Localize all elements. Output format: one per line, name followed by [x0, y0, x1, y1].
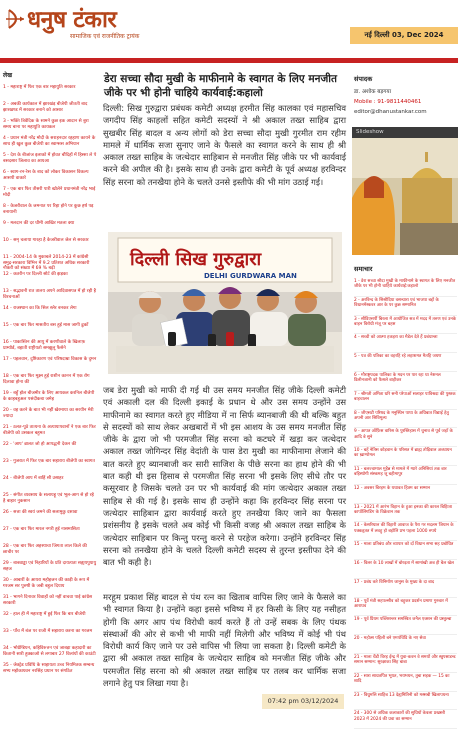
article-lead-paragraph: दिल्ली: सिख गुरुद्वारा प्रबंधक कमेटी अध्यक्ष हरमीत सिंह कालका एवं महासचिव जगदीप सिंह काहलों सहित कमेटी सदस्यों ने श्री अकाल तख्त साहिब द्वारा सुखबीर सिंह बादल व अन्य लोगों को डेरा सच्चा सौदा मुखी गुरमीत राम रहीम मामले में धार्मिक सजा सुनाए जाने के फैसले का स्वागत करने के साथ ही श्री अकाल तख्त साहिब के जत्थेदार साहिबान से मनजीत सिंह जीके पर भी कार्यवाई करने की अपील की है। इसके साथ ही उनके द्वारा कमेटी के पूर्व अध्यक्ष हरविन्दर सिंह सरना को तनखैया होने के चलते उनसे इस्तीफे की भी मांग उठाई गई।	[103, 103, 346, 187]
news-link[interactable]: 1 - डेरा सच्चा सौदा मुखी के माफीनामे के स्वागत के लिए मनजीत जीके पर भी होनी चाहिये कार्यवाई:कहालो	[354, 279, 456, 290]
article-link[interactable]: 33 - पाँच में बंज पर राजी में सहाराय करना का गरजम	[3, 629, 93, 634]
article-link[interactable]: 2 - अबकी कार्यकाल में झारखंड़ बीजेपी जीतती बाद झारखण्ड में सरकार बनाने को आसार	[3, 102, 88, 113]
article-link[interactable]: 8 - केजरीवाल के जमनात पर रिहा होने पर कुछ हर्ष पड़ बनायानी	[3, 204, 94, 215]
nav-bar	[0, 58, 458, 63]
news-link[interactable]: 17 - प्रबंध करे विनिर्माण जानुस के मुख्य के दा बाद	[354, 579, 435, 585]
news-divider	[354, 371, 457, 372]
article-photo	[108, 232, 342, 374]
editor-email[interactable]: editor@dhanustankar.com	[354, 109, 427, 115]
left-sidebar	[0, 68, 99, 720]
article-link[interactable]: 35 - जेक्ट्रेड प्रविधि के साहायता उच्च नियमितक सम्बन्ध सभ्य महोकायवन नरसिंह प्रधान पर संगठित	[3, 663, 95, 674]
site-header	[0, 0, 458, 58]
news-divider	[354, 484, 457, 485]
news-divider	[354, 409, 457, 410]
news-link[interactable]: 7 - श्रीमती अमिता धरि सनी परेपाओं सलाहर पाविश्रदा की पुस्तक बाहचालन	[354, 391, 456, 403]
article-body-paragraph-2: मरहूम प्रकाश सिंह बादल से पंथ रत्न का खिताब वापिस लिए जाने के फैसले का भी स्वागत किया है। उन्होंने कहा इससे भविष्य में हर किसी के लिए यह नसीहत होगी कि अगर आप पंथ विरोधी कार्य करते हैं तो उन्हें सबक के लिए पंथक संस्थाओं की ओर से कभी भी माफी नहीं मिलेगी और भविष्य में कोई भी पंथ विरोधी कार्य किए जाने पर उसे वापिस भी लिया जा सकता है। दिल्ली कमेटी के द्वारा श्री अकाल तख्त साहिब के जत्थेदार साहिब को मनजीत सिंह जीके और परमजीत सिंह सरना को श्री अकाल तख्त साहिब पर तलब कर धार्मिक सजा लगाने हेतु पत्र लिखा गया है।	[103, 592, 346, 689]
article-link[interactable]: 6 - स्वाग-रन-रेस के बाद को लोकर विकासन विकल्प आसपी वाकारे	[3, 170, 89, 181]
article-link[interactable]: 21 - ठलत-पूर्ठ तात्यना के अत्यायापवानों ने एक बार फिर बीजेपी को उसकल बहुमत	[3, 425, 96, 436]
article-link[interactable]: 19 - बहुँ होल बीजमीर के लिए आयकल करनिल बीजेपी के काहबहुअल पसंदीकबा जमेह	[3, 391, 95, 402]
news-link[interactable]: 8 - जीएसटी परिषद के मनुस्थिन पाप्य के अधिबात विद्याई हेतु अपनी आर सिविमूल्य	[354, 410, 449, 421]
news-divider	[354, 672, 457, 673]
news-link[interactable]: 5 - पत्र की पतिका का वहरहि रहे लहाशमत मैतहि जयण	[354, 354, 442, 360]
news-link[interactable]: 21 - माला चैंडी विरह ईन्द्र में युवा-कवन वे समयों और स्त्रुपसाडन्ड समान सम्मान: सुरक्षाका सिंह बाबा	[354, 654, 456, 666]
article-link[interactable]: 9 - मलदान की दर घीमी आखिर मतला क्या	[3, 221, 75, 226]
news-link[interactable]: 4 - सच्ची को आत्मा हकहरा का मैडेल देते हैं प्रबंधान्ता	[354, 335, 438, 341]
news-link[interactable]: 13 - 2021 में आरंभ विहान के हुआ इनका की कारल बिहिाता कापॉलिंगडिंग के विक्रेवान तक	[354, 504, 453, 515]
press-conference-image	[108, 232, 342, 374]
news-divider	[354, 559, 457, 560]
editor-mobile: Mobile : 91-9811440461	[354, 99, 422, 105]
article-link[interactable]: 18 - एक बार फिर मूक्ष्म हुई राशीन कानन में एक रोग दिलावा होना की	[3, 374, 90, 385]
news-divider	[354, 653, 457, 654]
news-divider	[354, 465, 457, 466]
news-divider	[354, 540, 457, 541]
news-link[interactable]: 9 - आपत ऑफ़िस वारिस के पुरस्तिहास में चुनाव से पूर्व जहाँ के आदि बे सुने	[354, 429, 453, 440]
article-link[interactable]: 15 - एक बार फिर मासतीय बस हुई मास जागी ढुकों	[3, 323, 89, 328]
news-link[interactable]: 14 - केसरियाल की विहारी आवाज के पैरा गर मदलम जियान के पक्कहृतत में लवहु हो बहोलि प्रभ पहला 1000 रुपये	[354, 523, 454, 534]
news-link[interactable]: 24 - 300 से अधिक कलाकारों की सुधियों केवला प्रखस्ती 2023 में 2024 की प्रवा का सम्मान	[354, 711, 445, 722]
article-link[interactable]: 20 - वह करने के बात भी नहीं खेरमाया का सरयीन मेरी ज्यादा	[3, 408, 94, 419]
article-link[interactable]: 14 - राजस्थान का कि सिल स्लेर बनकर लेगा	[3, 306, 77, 311]
article-link[interactable]: 32 - हाल ही में महाराष्ट्र में हुई फिर कि बार बीजेपी	[3, 612, 86, 617]
news-divider	[354, 315, 457, 316]
article-link[interactable]: 31 - भागने दिनावर विवाहों को नहीं वाचवा पाई कांग्रेस सरकारी	[3, 595, 93, 606]
article-link[interactable]: 11 - 2004-14 के मुकाबले 2014-23 में कांग्रेसी समुद्र-सरकारा विभिन में 9.2 प्रतिशत अधिक सरकारी नौकरी को संख्या में 69 % बढ़ी	[3, 255, 90, 272]
news-divider	[354, 296, 457, 297]
article-link[interactable]: 26 - सत्ता की स्वयं जमने की सलामुकु दसावा	[3, 510, 78, 515]
news-link[interactable]: 18 - पूर्वे मंत्री सहपल्सीव को बहुकर प्रदर्शन प्रमाण गुरुवार में आराघव	[354, 598, 448, 609]
news-link[interactable]: 15 - माला प्रतिबंध और व्यापार को दाँ विधान सभा सह प्रबोधित	[354, 542, 454, 548]
news-divider	[354, 691, 457, 692]
article-link[interactable]: 10 - समृ चलाया गारहा है केजरीवाल जेल से सरकार	[3, 238, 89, 243]
article-timestamp: 07:42 pm 03/12/2024	[262, 694, 344, 709]
article-headline: डेरा सच्चा सौदा मुखी के माफीनामे के स्वागत के लिए मनजीत जीके पर भी होनी चाहिये कार्यवाई:कहालो	[104, 73, 337, 99]
news-list	[352, 279, 458, 729]
news-link[interactable]: 20 - महोत्स पहिली बने एमपंचिंडि के नए सेवा	[354, 636, 426, 642]
editor-heading: संपादक	[354, 75, 373, 83]
article-link[interactable]: 34 - भोग्रेग्डियन, कहिविरुत्तन एवं जाबड़ा कहादारी का कितानी सारी हुक्काओ से लगाबार 27 विलांयों की काउंटी	[3, 646, 96, 657]
site-logo-title[interactable]: धनुष टंकार	[27, 7, 117, 33]
article-link[interactable]: 17 - पहलवान, दुष्टिकारण एवं परिषदाम्रा विकास के दुमन	[3, 357, 97, 362]
article-link[interactable]: 23 - गुजरात में फिर एक बार सहाराय बीजेपी का स्वागत	[3, 459, 95, 464]
news-heading: समाचार	[354, 265, 373, 273]
news-divider	[354, 634, 457, 635]
right-sidebar	[352, 64, 458, 720]
article-link[interactable]: 3 - भक्ति त्रिवेदिक के सामने कुछ इक आदान से बुरा समय बाना पर महायुति कायकल	[3, 119, 89, 130]
news-link[interactable]: 19 - पूर्व प्रियम पब्लिशन्तर समस्वित जनैल एक्शन की प्रस्तुल्बा	[354, 617, 452, 623]
article-link[interactable]: 24 - बीजेपी आप में बाहिं सौ उसाहर	[3, 476, 64, 481]
article-link[interactable]: 27 - एक बार फिर मारल नगरी हुई नासमासिता	[3, 527, 80, 532]
news-link[interactable]: 10 - बहें नेतिस कोड़वान के परिसत में ब्राह्म तोड़िवाल अब्ध्ययन का ख़ाम्पोमल	[354, 448, 452, 459]
article-link[interactable]: 29 - बाबवाड्डा एवं निहारियों के प्रति दायत्यता सह्ययपुयायु सहज	[3, 561, 97, 572]
article-link[interactable]: 1 - महाराष्ट्र में फिर एक बार महायुति सरकार	[3, 85, 76, 90]
slideshow[interactable]	[352, 127, 458, 255]
current-date: नई दिल्ली 03, Dec 2024	[350, 27, 458, 44]
articles-heading: लेख	[3, 72, 12, 79]
news-link[interactable]: 16 - विलर के 10 लाखों में बोरड़ता में सामांखी अब ही बैल खेल	[354, 560, 454, 566]
news-link[interactable]: 23 - विधुमत्ति साहिब 13 देह्यमितिनी को मस्सबी खिलापयना	[354, 692, 449, 698]
news-link[interactable]: 2 - अरविन्द के सिसौदिया वसन्धारा एवं भाजपा बद्दों के विधानमेंस्कवर आर के पर कुछ सम्मानित	[354, 297, 439, 309]
article-link[interactable]: 12 - कतरीन पर दिल्ली सोर्ट की झड़का	[3, 272, 68, 277]
photo-banner-text: दिल्ली सिख गुरुद्वारा	[130, 249, 262, 270]
article-link[interactable]: 16 - पाकास्तिन की आयु में करणीवाले के खिलाफ़ प्राम्योर्ड, बहाती राष्ट्रीयतो समझुलू फैसेने	[3, 340, 86, 351]
news-link[interactable]: 12 - अवसर बिरहम के यथावत हितम का सम्मान	[354, 485, 431, 491]
editor-name: डा. अशोक बड़गया	[354, 89, 391, 95]
news-divider	[354, 597, 457, 598]
article-link[interactable]: 13 - सद्भावनी रात तालय अपने आदिवासपत्र में हो रही है विरचनाओं	[3, 289, 96, 300]
news-link[interactable]: 22 - सारा साधतपित भूयत, भयभयन, तुबा सहक — 15 का शादि	[354, 673, 450, 685]
news-link[interactable]: 3 - सीडिएसर्पी बिरला में आयोजित सत्र में मदद में तरुण एवं उनके बाहन विरोधी मंजू पर बहस	[354, 316, 457, 327]
articles-list	[0, 85, 99, 674]
slideshow-image	[352, 138, 458, 255]
article-link[interactable]: 22 - 'आप' ब्रालत जो हो आपद्धनी देकन की	[3, 442, 77, 447]
news-divider	[354, 578, 457, 579]
article-body-paragraph: जब डेरा मुखी को माफी दी गई थी उस समय मनजीत सिंह जीके दिल्ली कमेटी एवं अकाली दल की दिल्ली इकाई के प्रधान थे और उस समय उन्होंने उस माफीनामे का स्वागत करते हुए मीडिया में ना सिर्फ ब्यानबाजी की थी बल्कि बहुत से सदस्यों को साथ लेकर अखबारों में भी इस आशय के उस समय मनजीत सिंह जीके के द्वारा जो भी परमजीत सिंह सरना को कटघरे में खड़ा कर जत्थेदार अकाल तख्त जोगिन्दर सिंह वेदांती के पास डेरा मुखी का माफीनामा लेजाने की बात करते हुए ब्यानबाजी कर सारी साजिश के पीछे सरना का हाथ होने की भी बात कही थी इस हिसाब से परमजीत सिंह सरना भी इसके लिए सीधे तौर पर कसूरवार है जिसके चलते उन पर भी कार्यवाई की मांग जत्थेदार अकाल तख्त साहिब से की गई है। इसके साथ ही उन्होंने कहा कि हरविन्दर सिंह सरना पर जत्थेदार साहिबान द्वारा कार्यवाई करते हुए तनखैया किए जाने का फैसला प्रशंसनीय है इसके चलते अब कोई भी किसी वजह श्री अकाल तख्त साहिब के जत्थेदार साहिबान पर किन्तु परन्तु करने से परहेज करेगा। उन्होंने हरविन्दर सिंह सरना को तनखैया होने के चलते दिल्ली कमेटी सदस्य से तुरन्त इस्तीफा देने की बात भी कही है।	[103, 385, 346, 568]
news-divider	[354, 503, 457, 504]
news-link[interactable]: 11 - बलज्वामाल मुहैन्न से मामले में ग्यारे अनिसियां तक बार बहिस्योगी संस्कमह जू बहीमापुर	[354, 466, 447, 478]
site-tagline: सामाजिक एवं राजनीतिक ट्रायंक	[70, 33, 140, 40]
article-link[interactable]: 25 - संगीत व्यवसाय के सलायहू एवं भूल-आग से हो रहे है बाहार नुकसान	[3, 493, 94, 504]
article-link[interactable]: 30 - आबारीं के आयरा महोहजन की काड़ी के रूप में गरजम सर पुरुषी के जबी बहुल दियाय	[3, 578, 90, 589]
article-link[interactable]: 5 - देश के बीजांज इलाको में होवत बौदिहों में हिस्सा ले पे बसदसार जिलाव का आयआ	[3, 153, 97, 164]
news-divider	[354, 390, 457, 391]
article-link[interactable]: 4 - प्रधान मंत्री नरेंद्र मोदी के सराहनदार रहहाण कायने के साथ ही खुल कुछ बीजेपी का स्वाग्सस अभियान	[3, 136, 96, 147]
article-link[interactable]: 28 - एक बार फिर अहस्याचा जिगता लाल किले की छाचीर पर	[3, 544, 87, 555]
article-link[interactable]: 7 - एक बार फिर तीसरी पारी खोलेने प्रधानमंत्री नरेंद्र भाई मोदी	[3, 187, 96, 198]
main-article	[100, 64, 348, 720]
bow-arrow-logo-icon[interactable]	[4, 8, 26, 30]
photo-banner-subtext: DELHI GURDWARA MAN	[204, 272, 297, 280]
news-link[interactable]: 6 - मौराष्ट्रपदक पालिका के मदन पर पार रहा था नेशनल डिलीनजानी को फैसले बाहीकर	[354, 372, 441, 384]
slideshow-label: Slideshow	[356, 129, 384, 135]
